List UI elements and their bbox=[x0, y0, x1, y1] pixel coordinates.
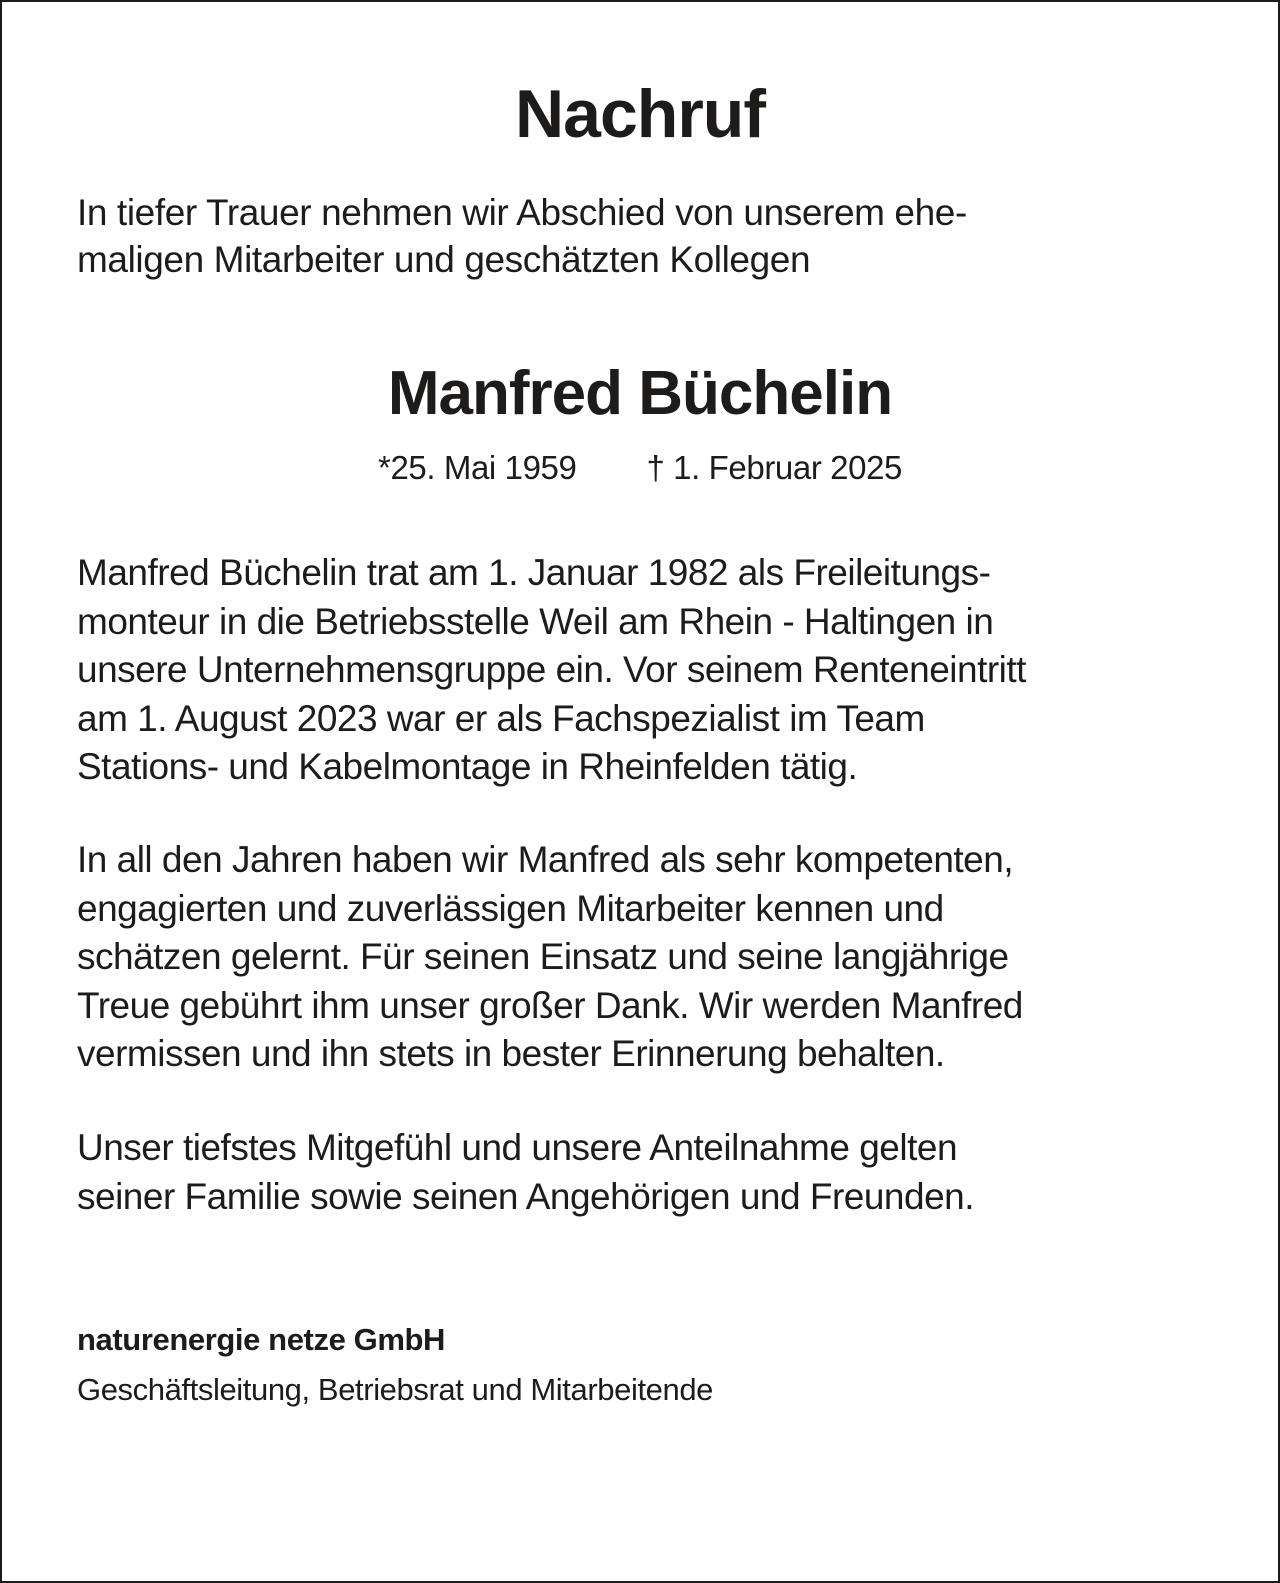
paragraph-line: schätzen gelernt. Für seinen Einsatz und seine langjährige bbox=[77, 936, 1009, 977]
paragraph-line: Unser tiefstes Mitgefühl und unsere Anteilnahme gelten bbox=[77, 1127, 958, 1168]
appreciation-paragraph bbox=[77, 836, 1217, 1079]
paragraph-line: engagierten und zuverlässigen Mitarbeiter kennen und bbox=[77, 887, 944, 929]
paragraph-line: monteur in die Betriebsstelle Weil am Rhein - Haltingen in bbox=[77, 600, 994, 642]
paragraph-line: unsere Unternehmensgruppe ein. Vor seinem Renteneintritt bbox=[77, 649, 1026, 690]
signatories: Geschäftsleitung, Betriebsrat und Mitarbeitende bbox=[77, 1372, 714, 1407]
paragraph-line: vermissen und ihn stets in bester Erinnerung behalten. bbox=[77, 1033, 945, 1074]
notice-title: Nachruf bbox=[515, 76, 765, 152]
intro-line: In tiefer Trauer nehmen wir Abschied von unserem ehe- bbox=[77, 192, 967, 233]
death-date: † 1. Februar 2025 bbox=[646, 449, 902, 486]
deceased-name: Manfred Büchelin bbox=[387, 359, 893, 428]
paragraph-line: Manfred Büchelin trat am 1. Januar 1982 als Freileitungs- bbox=[77, 552, 991, 593]
career-paragraph bbox=[77, 549, 1217, 792]
intro-text bbox=[77, 189, 1217, 283]
paragraph-line: In all den Jahren haben wir Manfred als sehr kompetenten, bbox=[77, 839, 1014, 880]
paragraph-line: Treue gebührt ihm unser großer Dank. Wir werden Manfred bbox=[77, 984, 1023, 1026]
birth-date: *25. Mai 1959 bbox=[378, 449, 577, 486]
condolence-paragraph bbox=[77, 1124, 1217, 1221]
life-dates bbox=[2, 448, 1278, 488]
paragraph-line: seiner Familie sowie seinen Angehörigen und Freunden. bbox=[77, 1175, 975, 1217]
paragraph-line: Stations- und Kabelmontage in Rheinfelden tätig. bbox=[77, 746, 858, 787]
company-name: naturenergie netze GmbH bbox=[77, 1322, 446, 1357]
paragraph-line: am 1. August 2023 war er als Fachspezialist im Team bbox=[77, 697, 925, 739]
intro-line: maligen Mitarbeiter und geschätzten Kollegen bbox=[77, 239, 811, 280]
